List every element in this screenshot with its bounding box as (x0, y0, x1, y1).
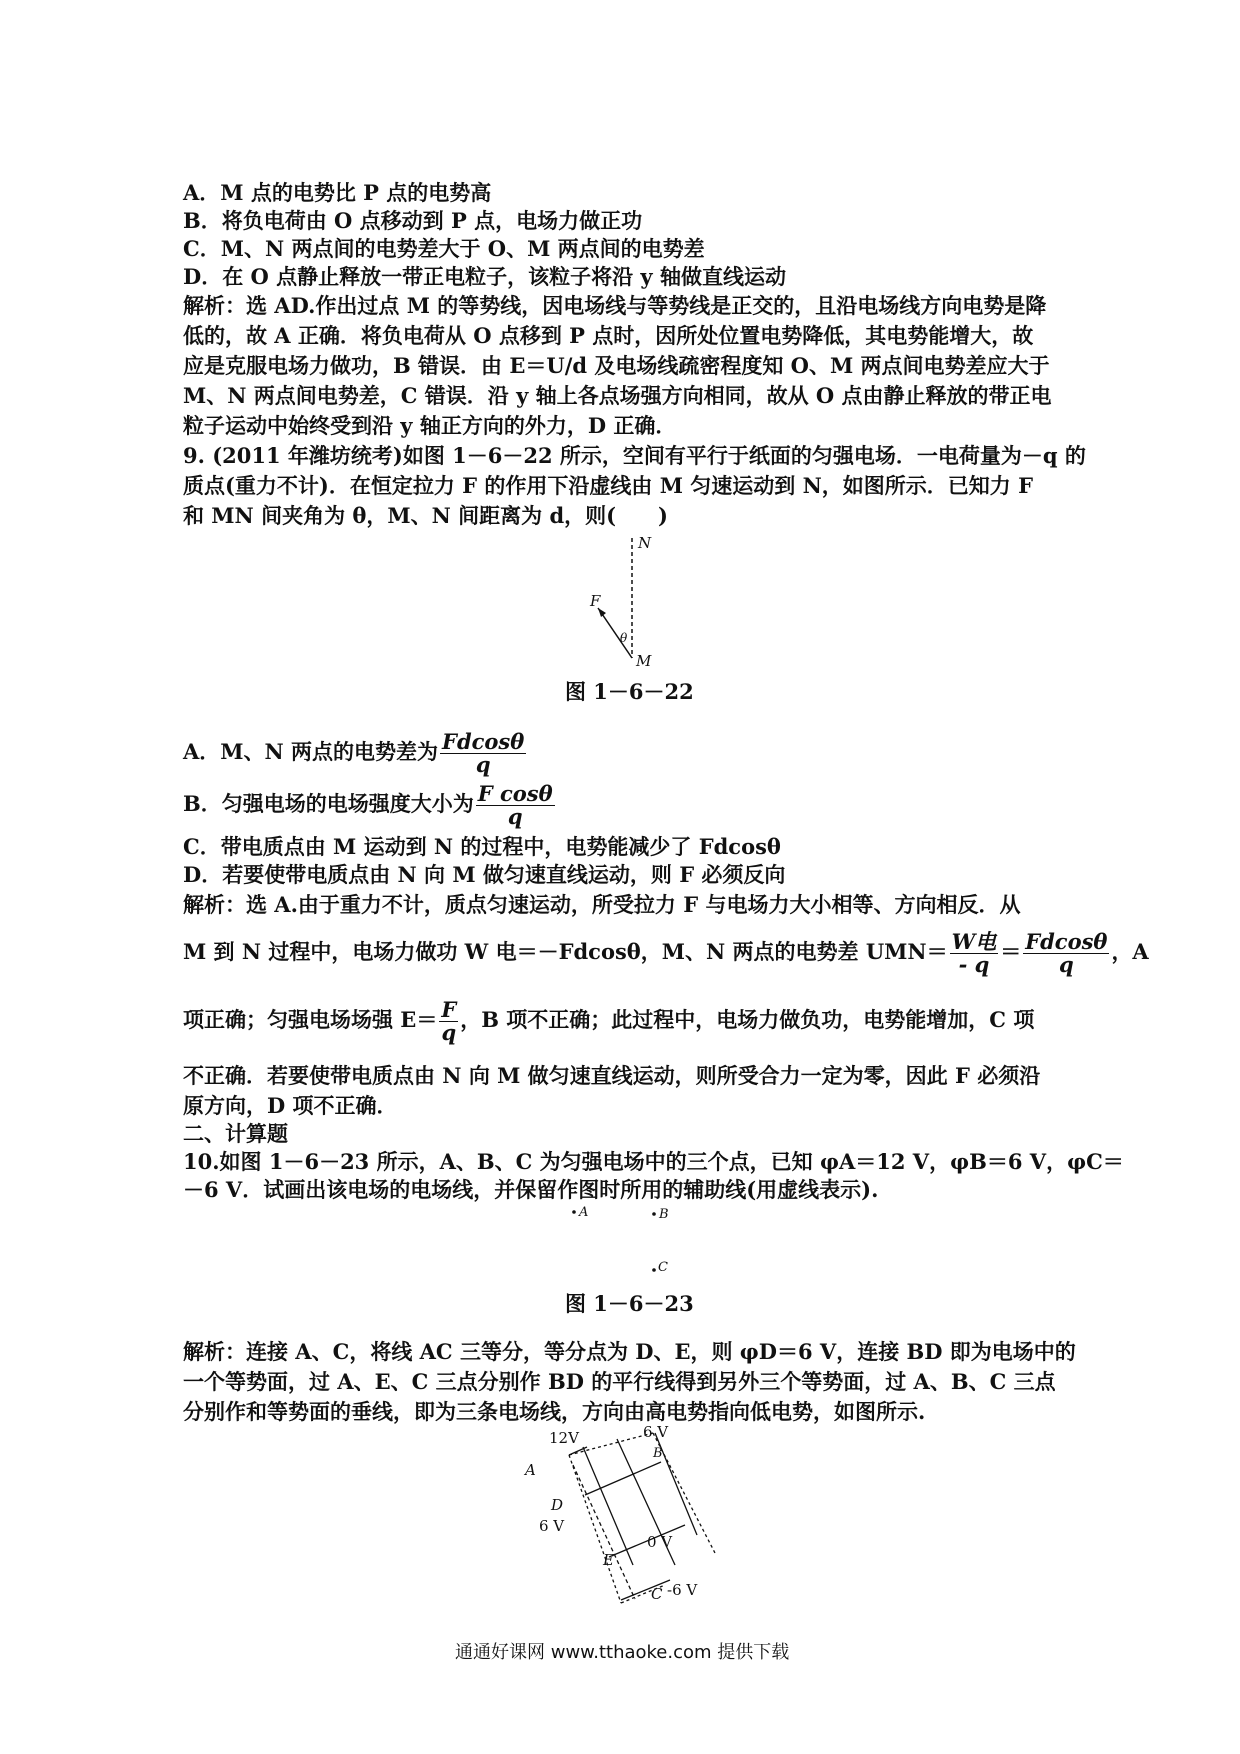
label-e: E (603, 1551, 614, 1569)
dashed-left-edge (569, 1455, 621, 1603)
analysis-q9-line: 原方向，D 项不正确． (183, 1093, 398, 1118)
label-d: D (551, 1496, 564, 1514)
fraction (439, 999, 458, 1044)
numerator: Fdcosθ (442, 729, 525, 754)
analysis-text: ，A (1111, 939, 1149, 964)
analysis-q8-line: 低的，故 A 正确．将负电荷从 O 点移到 P 点时，因所处位置电势降低，其电势能增大，故 (183, 323, 1034, 348)
equals-sign: ＝ (1000, 939, 1022, 964)
question-9-line: 9. (2011 年潍坊统考)如图 1－6－22 所示，空间有平行于纸面的匀强电场．一电荷量为－q 的 (183, 443, 1086, 468)
label-6v-left: 6 V (539, 1517, 565, 1535)
question-10-line: 10.如图 1－6－23 所示，A、B、C 为匀强电场中的三个点，已知 φA＝12 V，φB＝6 V，φC＝ (183, 1149, 1124, 1174)
analysis-q8-line: 粒子运动中始终受到沿 y 轴正方向的外力，D 正确． (183, 413, 677, 438)
analysis-text: 项正确；匀强电场场强 E＝ (183, 1007, 438, 1032)
analysis-q8-line: 解析：选 AD.作出过点 M 的等势线，因电场线与等势线是正交的，且沿电场线方向电势是降 (183, 293, 1047, 318)
answer-figure (525, 1425, 725, 1610)
fraction (440, 731, 526, 776)
numerator: F cosθ (477, 781, 553, 806)
denominator: q (441, 1020, 457, 1045)
option-text: B．匀强电场的电场强度大小为 (183, 791, 474, 816)
option-b-q9 (183, 782, 557, 828)
option-b-q8: B．将负电荷由 O 点移动到 P 点，电场力做正功 (183, 208, 643, 233)
analysis-q9-line: 不正确．若要使带电质点由 N 向 M 做匀速直线运动，则所受合力一定为零，因此 F 必须沿 (183, 1063, 1041, 1088)
equipotential-line-c (621, 1580, 670, 1600)
option-text: A．M、N 两点的电势差为 (183, 739, 439, 764)
question-10-line: －6 V．试画出该电场的电场线，并保留作图时所用的辅助线(用虚线表示). (183, 1177, 879, 1202)
section-title: 二、计算题 (183, 1121, 288, 1146)
fraction (1023, 931, 1109, 976)
option-a-q9 (183, 730, 528, 776)
analysis-q9-line (183, 996, 1034, 1044)
fraction (476, 783, 555, 828)
dashed-top-edge (569, 1433, 653, 1455)
label-theta: θ (620, 631, 628, 645)
label-c: C (651, 1585, 663, 1603)
option-c-q9: C．带电质点由 M 运动到 N 的过程中，电势能减少了 Fdcosθ (183, 834, 781, 859)
label-m: M (636, 652, 652, 670)
analysis-q9-line: 解析：选 A.由于重力不计，质点匀速运动，所受拉力 F 与电场力大小相等、方向相反．从 (183, 892, 1021, 917)
label-0v: 0 V (647, 1533, 673, 1551)
figure-caption: 图 1－6－23 (565, 1291, 694, 1316)
label-6v-top: 6 V (643, 1423, 669, 1441)
dashed-line-ac (573, 1465, 635, 1599)
question-9-line: 和 MN 间夹角为 θ，M、N 间距离为 d，则( ) (183, 503, 668, 528)
option-a-q8: A．M 点的电势比 P 点的电势高 (183, 180, 492, 205)
figure-1-6-22 (580, 530, 670, 670)
denominator: - q (958, 952, 990, 977)
label-12v: 12V (549, 1429, 579, 1447)
analysis-q10-line: 一个等势面，过 A、E、C 三点分别作 BD 的平行线得到另外三个等势面，过 A、B、C 三点 (183, 1369, 1056, 1394)
option-c-q8: C．M、N 两点间的电势差大于 O、M 两点间的电势差 (183, 236, 705, 261)
label-b: B (653, 1446, 663, 1461)
denominator: q (507, 804, 523, 829)
label-c: C (658, 1260, 668, 1275)
label-f: F (590, 592, 601, 610)
analysis-q10-line: 分别作和等势面的垂线，即为三条电场线，方向由高电势指向低电势，如图所示. (183, 1399, 926, 1424)
denominator: q (1058, 952, 1074, 977)
figure-caption: 图 1－6－22 (565, 679, 694, 704)
footer-credit: 通通好课网 www.tthaoke.com 提供下载 (455, 1642, 790, 1663)
fraction (950, 931, 999, 976)
analysis-q9-line (183, 928, 1149, 976)
denominator: q (475, 752, 491, 777)
label-a: A (525, 1461, 536, 1479)
label-a: A (579, 1205, 589, 1220)
numerator: W电 (951, 929, 997, 954)
figure-1-6-23 (570, 1200, 680, 1300)
point-c (652, 1268, 656, 1272)
analysis-q8-line: M、N 两点间电势差，C 错误．沿 y 轴上各点场强方向相同，故从 O 点由静止释放的带正电 (183, 383, 1052, 408)
analysis-q8-line: 应是克服电场力做功，B 错误．由 E＝U/d 及电场线疏密程度知 O、M 两点间电势差应大于 (183, 353, 1050, 378)
numerator: F (441, 997, 457, 1022)
question-9-line: 质点(重力不计)．在恒定拉力 F 的作用下沿虚线由 M 匀速运动到 N，如图所示．已知力 F (183, 473, 1033, 498)
point-b (652, 1212, 656, 1216)
analysis-text: ，B 项不正确；此过程中，电场力做负功，电势能增加，C 项 (460, 1007, 1035, 1032)
point-a (572, 1210, 576, 1214)
analysis-text: M 到 N 过程中，电场力做功 W 电＝－Fdcosθ，M、N 两点的电势差 UMN＝ (183, 939, 948, 964)
field-line-1 (583, 1447, 633, 1565)
option-d-q8: D．在 O 点静止释放一带正电粒子，该粒子将沿 y 轴做直线运动 (183, 264, 786, 289)
label-b: B (659, 1207, 669, 1222)
numerator: Fdcosθ (1025, 929, 1108, 954)
label-n: N (638, 534, 652, 552)
option-d-q9: D．若要使带电质点由 N 向 M 做匀速直线运动，则 F 必须反向 (183, 862, 786, 887)
analysis-q10-line: 解析：连接 A、C，将线 AC 三等分，等分点为 D、E，则 φD＝6 V，连接 BD 即为电场中的 (183, 1339, 1076, 1364)
label-neg6v: -6 V (667, 1581, 698, 1599)
